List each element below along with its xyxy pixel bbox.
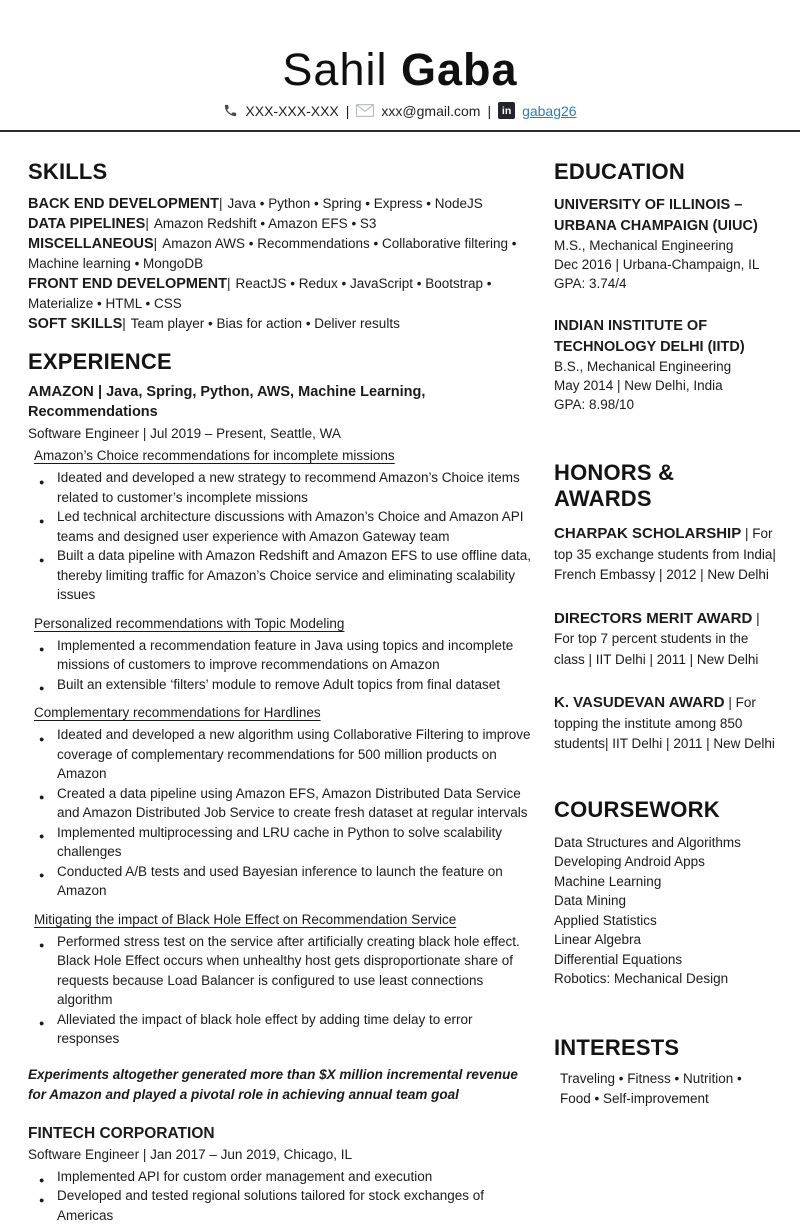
course-item: Data Structures and Algorithms xyxy=(554,834,741,850)
impact-summary: Experiments altogether generated more than $X million incremental revenue for Amazon and played a pivotal role in achieving annual team goal xyxy=(28,1066,518,1102)
experience-section xyxy=(28,349,536,1225)
page-title xyxy=(0,46,800,93)
linkedin-icon xyxy=(498,102,515,119)
bullet-text: Alleviated the impact of black hole effect by adding time delay to error responses xyxy=(57,1011,473,1047)
bullet-text: Built an extensible ‘filters’ module to remove Adult topics from final dataset xyxy=(57,676,500,692)
coursework-list xyxy=(554,833,776,989)
education-entry xyxy=(554,195,776,293)
job-role-line: Software Engineer | Jan 2017 – Jun 2019, Chicago, IL xyxy=(28,1146,352,1162)
header xyxy=(0,0,800,132)
bullet-list xyxy=(28,1167,536,1225)
envelope-icon xyxy=(356,104,374,117)
first-name: Sahil xyxy=(282,44,388,95)
school-name: INDIAN INSTITUTE OF TECHNOLOGY DELHI (IITD) xyxy=(554,318,745,355)
skill-line xyxy=(28,274,536,314)
skill-line xyxy=(28,234,536,274)
award-entry xyxy=(554,693,776,755)
course-item: Linear Algebra xyxy=(554,932,642,948)
honors-section xyxy=(554,460,776,755)
skills-title: SKILLS xyxy=(28,159,108,185)
award-name: CHARPAK SCHOLARSHIP xyxy=(554,525,742,543)
skill-category: DATA PIPELINES xyxy=(28,216,146,233)
bullet-list xyxy=(28,725,536,901)
bullet-list xyxy=(28,636,536,695)
skill-divider: | xyxy=(218,196,223,212)
course-item: Developing Android Apps xyxy=(554,854,705,870)
contact-separator: | xyxy=(345,102,350,119)
coursework-title: COURSEWORK xyxy=(554,796,720,822)
degree: M.S., Mechanical Engineering xyxy=(554,238,734,254)
interests-text: Traveling • Fitness • Nutrition • Food • Self-improvement xyxy=(560,1070,742,1106)
email-text: xxx@gmail.com xyxy=(381,102,481,119)
award-name: DIRECTORS MERIT AWARD xyxy=(554,609,753,627)
school-name: UNIVERSITY OF ILLINOIS – URBANA CHAMPAIGN (UIUC) xyxy=(554,197,758,234)
bullet-item xyxy=(28,546,536,605)
project-heading: Mitigating the impact of Black Hole Effect on Recommendation Service xyxy=(34,911,457,927)
skill-line xyxy=(28,314,536,334)
bullet-item xyxy=(28,823,536,862)
interests-title: INTERESTS xyxy=(554,1034,680,1060)
bullet-item xyxy=(28,862,536,901)
gpa: GPA: 3.74/4 xyxy=(554,276,627,292)
skill-category: SOFT SKILLS xyxy=(28,316,123,333)
skill-values: Amazon Redshift • Amazon EFS • S3 xyxy=(153,216,377,232)
date-location: May 2014 | New Delhi, India xyxy=(554,378,723,394)
bullet-text: Implemented a recommendation feature in Java using topics and incomplete missions of customers to improve recommendations on Amazon xyxy=(57,637,514,673)
course-item: Differential Equations xyxy=(554,951,683,967)
bullet-item xyxy=(28,468,536,507)
award-entry xyxy=(554,524,776,586)
course-item: Robotics: Mechanical Design xyxy=(554,971,729,987)
last-name: Gaba xyxy=(401,44,518,95)
bullet-text: Performed stress test on the service after artificially creating black hole effect. Black Hole Effect occurs when unhealthy host gets disproportionate share of requests because Load Balancer is configured to use least connections algorithm xyxy=(57,933,520,1008)
skill-values: ReactJS • Redux • JavaScript • Bootstrap • Materialize • HTML • CSS xyxy=(28,276,492,312)
bullet-text: Ideated and developed a new strategy to recommend Amazon’s Choice items related to customer’s incomplete missions xyxy=(57,470,520,505)
award-detail: | For top 7 percent students in the class | IIT Delhi | 2011 | New Delhi xyxy=(554,610,760,667)
job-company-line xyxy=(28,382,536,422)
job-company-line: FINTECH CORPORATION xyxy=(28,1124,215,1142)
linkedin-icon-text: in xyxy=(501,104,512,117)
content-columns xyxy=(0,132,800,1225)
bullet-text: Conducted A/B tests and used Bayesian inference to launch the feature on Amazon xyxy=(57,863,503,899)
left-column xyxy=(28,132,536,1225)
skill-category: MISCELLANEOUS xyxy=(28,236,154,253)
date-location: Dec 2016 | Urbana-Champaign, IL xyxy=(554,257,760,273)
bullet-text: Developed and tested regional solutions tailored for stock exchanges of Americas xyxy=(57,1188,485,1223)
gpa: GPA: 8.98/10 xyxy=(554,397,635,413)
education-title: EDUCATION xyxy=(554,159,685,185)
award-detail: | For topping the institute among 850 students| IIT Delhi | 2011 | New Delhi xyxy=(554,695,775,752)
bullet-text: Implemented multiprocessing and LRU cache in Python to solve scalability challenges xyxy=(57,824,502,860)
phone-number: XXX-XXX-XXX xyxy=(245,102,339,119)
phone-icon xyxy=(223,103,238,118)
skill-line xyxy=(28,194,536,214)
bullet-item xyxy=(28,1167,536,1187)
contact-bar xyxy=(0,102,800,119)
course-item: Applied Statistics xyxy=(554,912,657,928)
right-column xyxy=(554,132,776,1225)
skill-values: Java • Python • Spring • Express • NodeJS xyxy=(227,196,483,212)
course-item: Machine Learning xyxy=(554,873,662,889)
bullet-item xyxy=(28,507,536,546)
bullet-text: Built a data pipeline with Amazon Redshift and Amazon EFS to use offline data, thereby limiting traffic for Amazon’s Choice service and eliminating scalability issues xyxy=(57,548,532,603)
project-heading: Personalized recommendations with Topic Modeling xyxy=(34,615,345,631)
skill-divider: | xyxy=(122,316,126,332)
contact-separator: | xyxy=(487,102,492,119)
degree: B.S., Mechanical Engineering xyxy=(554,359,732,375)
skill-divider: | xyxy=(226,276,231,292)
skill-category: BACK END DEVELOPMENT xyxy=(28,196,219,213)
award-detail: | For top 35 exchange students from India| French Embassy | 2012 | New Delhi xyxy=(554,526,776,583)
company-tech-stack: | Java, Spring, Python, AWS, Machine Learning, Recommendations xyxy=(28,384,426,421)
bullet-list xyxy=(28,468,536,605)
interests-section xyxy=(554,1035,776,1109)
linkedin-link[interactable]: gabag26 xyxy=(522,102,577,119)
bullet-text: Created a data pipeline using Amazon EFS, Amazon Distributed Data Service and Amazon Distributed Job Service to create fresh dataset at regular intervals xyxy=(57,785,528,821)
experience-title: EXPERIENCE xyxy=(28,349,172,375)
award-entry xyxy=(554,609,776,671)
education-section xyxy=(554,159,776,414)
bullet-item xyxy=(28,1186,536,1225)
bullet-text: Implemented API for custom order management and execution xyxy=(57,1168,433,1184)
bullet-item xyxy=(28,1010,536,1049)
company-name: AMAZON xyxy=(28,383,94,401)
course-item: Data Mining xyxy=(554,893,627,909)
skill-values: Amazon AWS • Recommendations • Collaborative filtering • Machine learning • MongoDB xyxy=(28,236,517,272)
job-role-line: Software Engineer | Jul 2019 – Present, Seattle, WA xyxy=(28,426,341,442)
skill-divider: | xyxy=(145,216,149,232)
award-name: K. VASUDEVAN AWARD xyxy=(554,694,725,712)
skill-values: Team player • Bias for action • Deliver results xyxy=(130,316,400,332)
bullet-item xyxy=(28,932,536,1010)
bullet-item xyxy=(28,636,536,675)
skill-divider: | xyxy=(153,236,158,252)
project-heading: Complementary recommendations for Hardlines xyxy=(34,705,321,721)
bullet-text: Led technical architecture discussions with Amazon’s Choice and Amazon API teams and designed user experience with Amazon Gateway team xyxy=(57,509,524,544)
skills-list xyxy=(28,194,536,334)
bullet-item xyxy=(28,675,536,695)
skill-line xyxy=(28,214,536,234)
coursework-section xyxy=(554,797,776,989)
bullet-item xyxy=(28,784,536,823)
project-heading: Amazon’s Choice recommendations for incomplete missions xyxy=(34,448,395,464)
bullet-list xyxy=(28,932,536,1049)
education-entry xyxy=(554,316,776,414)
bullet-item xyxy=(28,725,536,784)
bullet-text: Ideated and developed a new algorithm using Collaborative Filtering to improve coverage of complementary recommendations for 500 million products on Amazon xyxy=(57,727,531,782)
honors-title: HONORS & AWARDS xyxy=(554,460,675,512)
skill-category: FRONT END DEVELOPMENT xyxy=(28,276,227,293)
skills-section xyxy=(28,159,536,334)
